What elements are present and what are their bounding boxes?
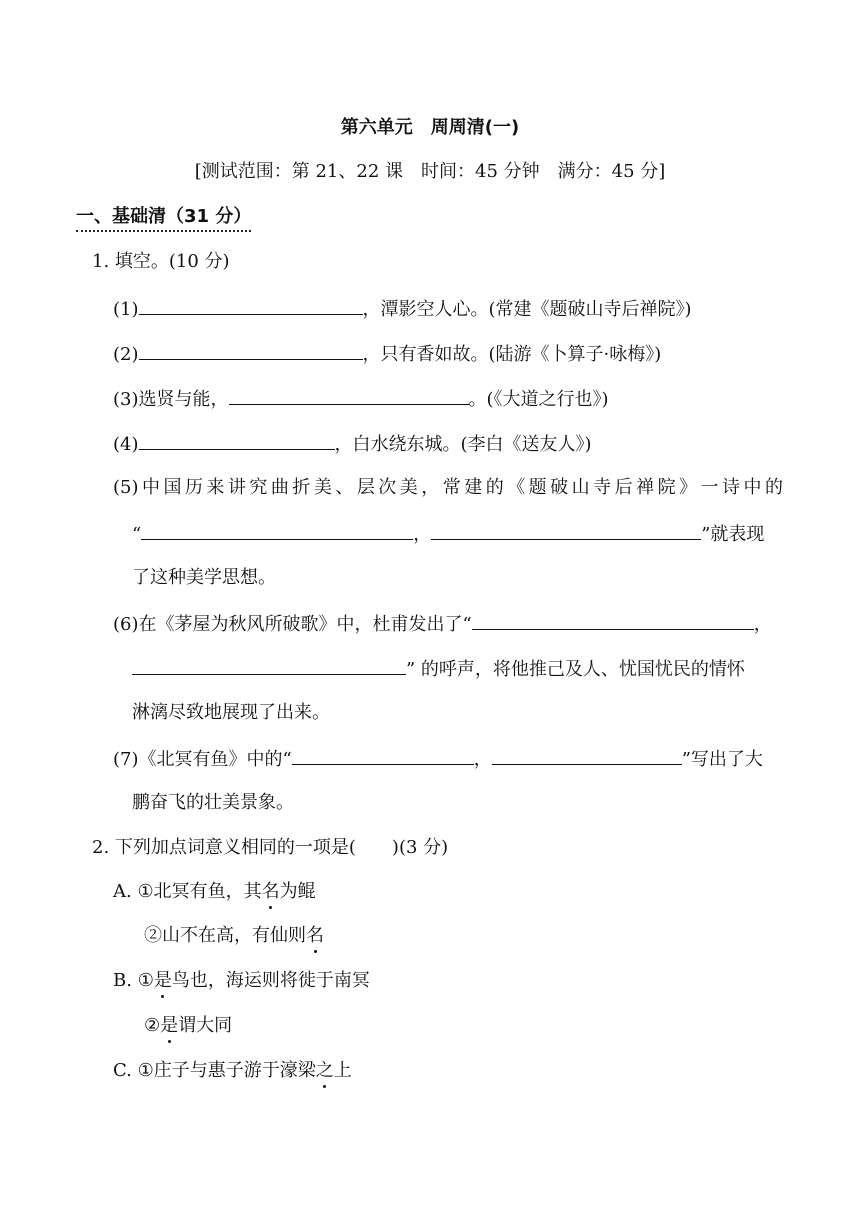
item-text: ，潭影空人心。(常建《题破山寺后禅院》) [362, 299, 692, 320]
option-a-line1: A. ①北冥有鱼，其名为鲲 [113, 881, 316, 902]
item-text: ，白水绕东城。(李白《送友人》) [334, 434, 592, 455]
option-b-line2: ②是谓大同 [144, 1015, 233, 1036]
q1-item-5-line2: “ ， ”就表现 [132, 521, 764, 547]
q1-item-7-line2: 鹏奋飞的壮美景象。 [132, 792, 294, 813]
item-text: ，只有香如故。(陆游《卜算子·咏梅》) [362, 344, 662, 365]
q1-item-3 [113, 386, 609, 412]
q1-item-1 [113, 296, 692, 322]
option-letter: C. [113, 1060, 132, 1081]
q1-item-7-line1: (7)《北冥有鱼》中的“ ， ”写出了大 [113, 746, 763, 772]
item-text: 。(《大道之行也》) [468, 389, 609, 410]
q1-item-6-line1: (6)在《茅屋为秋风所破歌》中，杜甫发出了“ ， [113, 611, 772, 637]
option-letter: B. [113, 970, 132, 991]
question-1-stem: 1. 填空。(10 分) [92, 251, 230, 272]
q1-item-6-line3: 淋漓尽致地展现了出来。 [132, 702, 330, 723]
question-2-stem: 2. 下列加点词意义相同的一项是( )(3 分) [92, 837, 449, 858]
q1-item-4 [113, 431, 592, 457]
answer-blank[interactable] [472, 611, 754, 630]
item-number: (1) [113, 299, 139, 320]
test-info: [测试范围：第 21、22 课 时间：45 分钟 满分：45 分] [194, 161, 666, 182]
option-b-line1: B. ①是鸟也，海运则将徙于南冥 [113, 970, 370, 991]
page-title: 第六单元 周周清(一) [340, 117, 520, 138]
answer-blank[interactable] [139, 431, 335, 450]
dotted-word: 名 [261, 881, 280, 902]
answer-blank[interactable] [292, 746, 474, 765]
answer-blank[interactable] [139, 296, 363, 315]
item-number: (4) [113, 434, 139, 455]
section-heading: 一、基础清（31 分） [76, 205, 251, 232]
dotted-word: 是 [160, 1015, 179, 1036]
option-a-line2: ②山不在高，有仙则名 [144, 925, 324, 946]
answer-blank[interactable] [431, 521, 701, 540]
q1-item-2 [113, 341, 661, 367]
q1-item-5-line1: (5)中国历来讲究曲折美、层次美，常建的《题破山寺后禅院》一诗中的 [113, 477, 783, 498]
answer-blank[interactable] [132, 656, 406, 675]
answer-blank[interactable] [229, 386, 469, 405]
option-letter: A. [113, 881, 132, 902]
item-number: (3)选贤与能， [113, 389, 229, 410]
dotted-word: 名 [306, 925, 324, 946]
item-number: (2) [113, 344, 139, 365]
answer-blank[interactable] [139, 341, 363, 360]
option-c-line1: C. ①庄子与惠子游于濠梁之上 [113, 1060, 352, 1081]
dotted-word: 是 [153, 970, 172, 991]
answer-blank[interactable] [141, 521, 413, 540]
answer-blank[interactable] [492, 746, 682, 765]
q1-item-5-line3: 了这种美学思想。 [132, 567, 276, 588]
q1-item-6-line2: ” 的呼声，将他推己及人、忧国忧民的情怀 [132, 656, 745, 682]
dotted-word: 之 [315, 1060, 334, 1081]
